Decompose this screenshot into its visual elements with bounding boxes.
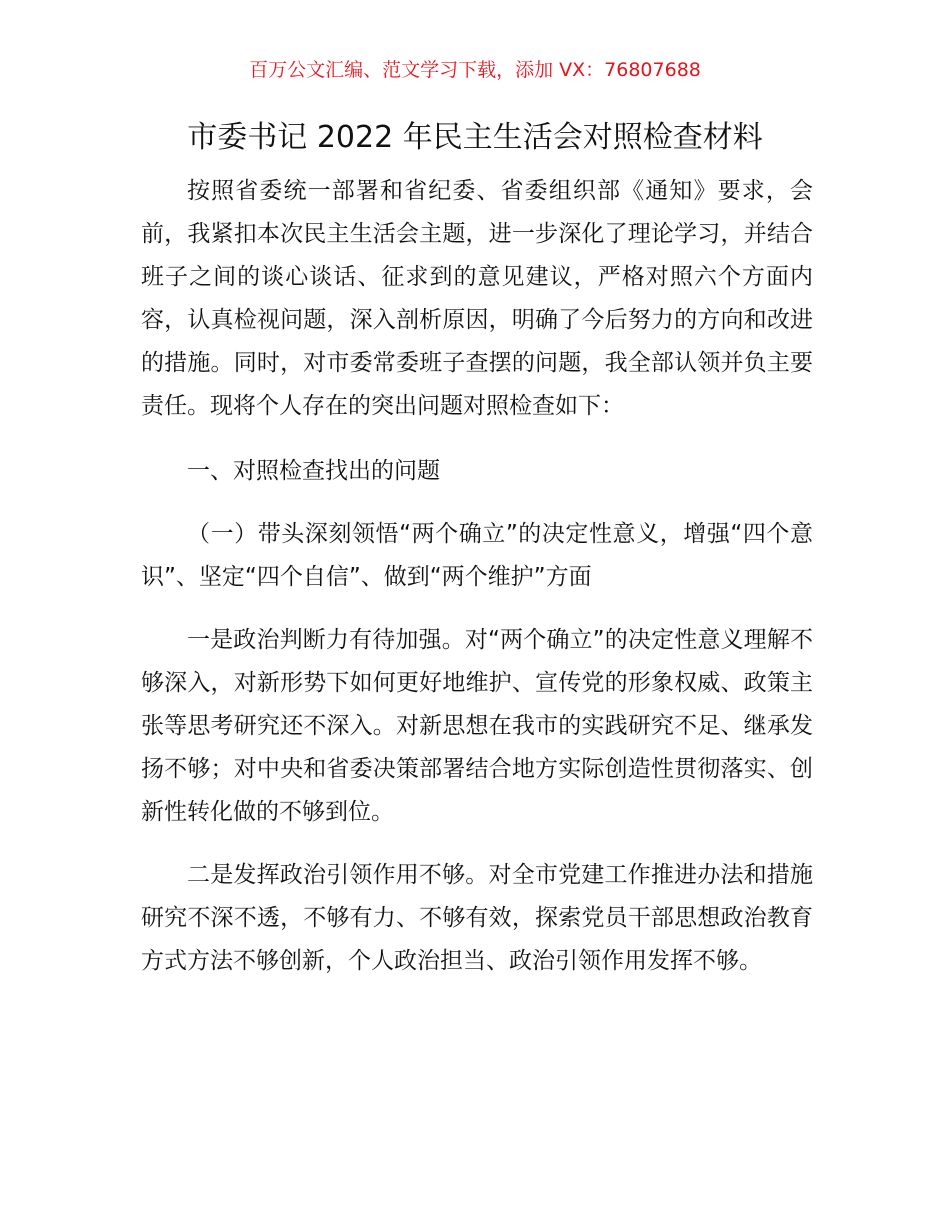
section-heading: 一、对照检查找出的问题 (187, 458, 440, 484)
issue-paragraph-1: 一是政治判断力有待加强。对“两个确立”的决定性意义理解不够深入，对新形势下如何更好地维护、宣传党的形象权威、政策主张等思考研究还不深入。对新思想在我市的实践研究不足、继承发扬不够；对中央和省委决策部署结合地方实际创造性贯彻落实、创新性转化做的不够到位。 (141, 627, 813, 825)
issue-paragraph-2: 二是发挥政治引领作用不够。对全市党建工作推进办法和措施研究不深不透，不够有力、不够有效，探索党员干部思想政治教育方式方法不够创新，个人政治担当、政治引领作用发挥不够。 (141, 862, 813, 974)
document-body (141, 170, 813, 983)
subsection-heading: （一）带头深刻领悟“两个确立”的决定性意义，增强“四个意识”、坚定“四个自信”、做到“两个维护”方面 (141, 521, 813, 590)
document-title: 市委书记 2022 年民主生活会对照检查材料 (187, 120, 763, 155)
intro-paragraph: 按照省委统一部署和省纪委、省委组织部《通知》要求，会前，我紧扣本次民主生活会主题，进一步深化了理论学习，并结合班子之间的谈心谈话、征求到的意见建议，严格对照六个方面内容，认真检视问题，深入剖析原因，明确了今后努力的方向和改进的措施。同时，对市委常委班子查摆的问题，我全部认领并负主要责任。现将个人存在的突出问题对照检查如下： (141, 178, 813, 419)
watermark-header: 百万公文汇编、范文学习下载，添加 VX：76807688 (249, 59, 701, 81)
